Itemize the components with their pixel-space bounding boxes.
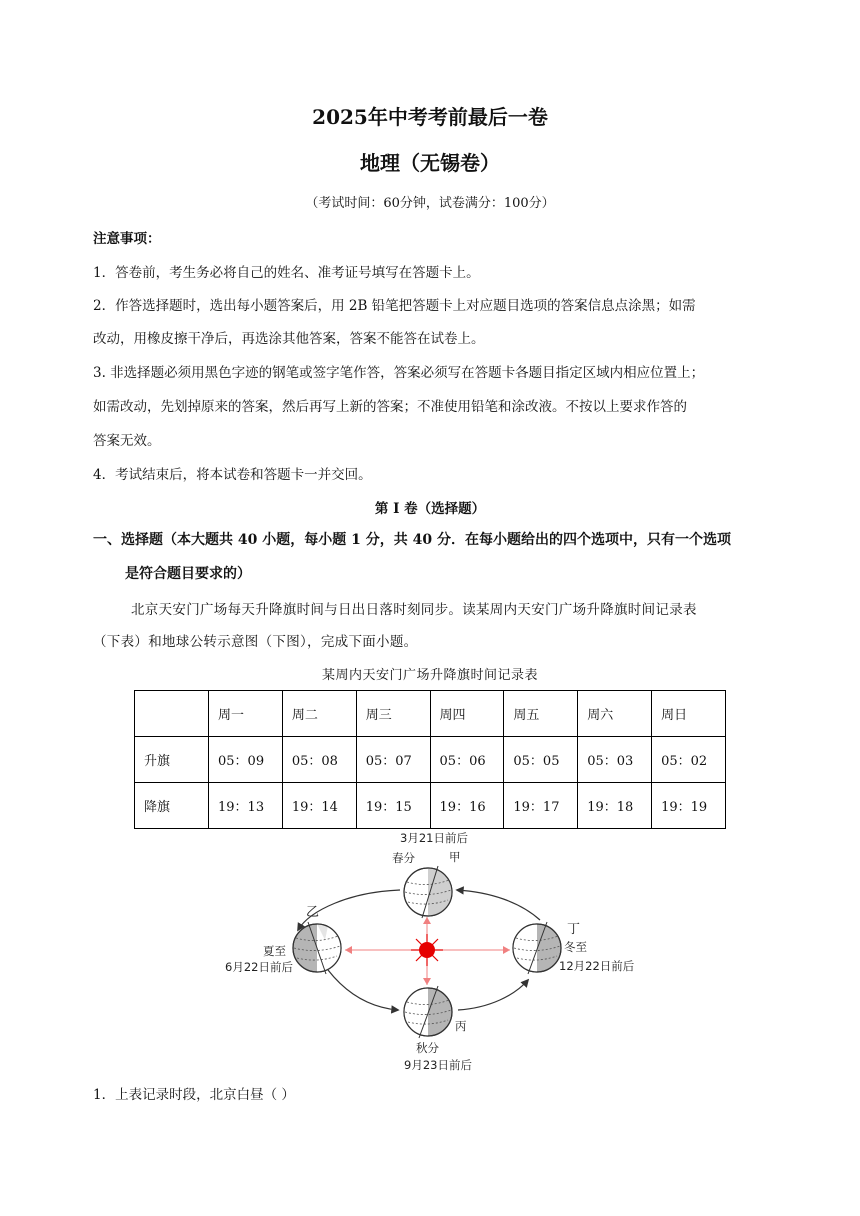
table-header-cell: 周一	[209, 691, 283, 737]
question-heading-line-1: 一、选择题（本大题共 40 小题，每小题 1 分，共 40 分．在每小题给出的四个选项中，只有一个选项	[93, 532, 731, 548]
label-autumn-date: 9月23日前后	[404, 1058, 472, 1072]
label-winter-term: 冬至	[564, 940, 587, 954]
section-title: 第 I 卷（选择题）	[374, 501, 486, 517]
table-cell: 05：05	[504, 737, 578, 783]
table-row	[135, 783, 726, 829]
sun-icon	[411, 934, 443, 966]
intro-line-1: 北京天安门广场每天升降旗时间与日出日落时刻同步。读某周内天安门广场升降旗时间记录表	[131, 602, 697, 618]
label-ding: 丁	[567, 922, 581, 937]
note-1: 1．答卷前，考生务必将自己的姓名、准考证号填写在答题卡上。	[93, 265, 480, 281]
question-1: 1．上表记录时段，北京白昼（ ）	[93, 1087, 295, 1103]
table-cell: 19：18	[578, 783, 652, 829]
table-cell: 降旗	[135, 783, 209, 829]
table-cell: 05：08	[282, 737, 356, 783]
table-cell: 05：09	[209, 737, 283, 783]
note-4: 4．考试结束后，将本试卷和答题卡一并交回。	[93, 467, 372, 483]
label-jia: 甲	[449, 850, 461, 864]
table-header-cell: 周六	[578, 691, 652, 737]
table-cell: 19：19	[652, 783, 726, 829]
orbit-arc-left-bottom	[328, 970, 398, 1010]
earth-icon-winter	[513, 922, 561, 974]
note-3-line-3: 答案无效。	[93, 433, 161, 449]
table-header-cell: 周三	[356, 691, 430, 737]
label-summer-term: 夏至	[263, 944, 286, 958]
label-summer-date: 6月22日前后	[225, 960, 293, 974]
orbit-arc-bottom-right	[458, 980, 528, 1010]
notes-heading: 注意事项：	[93, 231, 161, 247]
intro-line-2: （下表）和地球公转示意图（下图），完成下面小题。	[93, 634, 418, 650]
note-2-line-1: 2．作答选择题时，选出每小题答案后，用 2B 铅笔把答题卡上对应题目选项的答案信息点涂黑；如需	[93, 298, 696, 314]
table-cell: 升旗	[135, 737, 209, 783]
table-header-cell: 周日	[652, 691, 726, 737]
flag-time-table	[134, 690, 726, 829]
earth-icon-summer	[293, 922, 341, 974]
axis-arrow-right	[503, 946, 510, 954]
note-3-line-1: 3. 非选择题必须用黑色字迹的钢笔或签字笔作答，答案必须写在答题卡各题目指定区域内相应位置上；	[93, 365, 705, 381]
label-autumn-term: 秋分	[416, 1041, 439, 1055]
table-caption: 某周内天安门广场升降旗时间记录表	[321, 668, 538, 683]
page-subtitle: 地理（无锡卷）	[360, 151, 500, 175]
table-cell: 19：15	[356, 783, 430, 829]
table-header-cell	[135, 691, 209, 737]
table-cell: 05：06	[430, 737, 504, 783]
table-header-row	[135, 691, 726, 737]
table-cell: 05：07	[356, 737, 430, 783]
earth-revolution-diagram	[210, 830, 650, 1075]
earth-icon-autumn	[404, 986, 452, 1038]
label-winter-date: 12月22日前后	[559, 959, 635, 973]
axis-arrow-left	[345, 946, 352, 954]
table-cell: 19：16	[430, 783, 504, 829]
earth-icon-spring	[404, 866, 452, 918]
table-header-cell: 周二	[282, 691, 356, 737]
table-row	[135, 737, 726, 783]
table-cell: 05：02	[652, 737, 726, 783]
table-header-cell: 周五	[504, 691, 578, 737]
table-cell: 19：14	[282, 783, 356, 829]
page-title: 2025年中考考前最后一卷	[312, 105, 548, 129]
table-cell: 19：17	[504, 783, 578, 829]
table-header-cell: 周四	[430, 691, 504, 737]
axis-arrow-up	[423, 917, 431, 924]
note-3-line-2: 如需改动，先划掉原来的答案，然后再写上新的答案；不准使用铅笔和涂改液。不按以上要求作答的	[93, 399, 687, 415]
axis-arrow-down	[423, 978, 431, 985]
note-2-line-2: 改动，用橡皮擦干净后，再选涂其他答案，答案不能答在试卷上。	[93, 331, 485, 347]
label-spring-date: 3月21日前后	[400, 831, 468, 845]
orbit-arc-right-top	[457, 890, 540, 920]
label-yi: 乙	[306, 905, 320, 920]
question-heading-line-2: 是符合题目要求的）	[125, 566, 251, 582]
exam-info: （考试时间：60分钟，试卷满分：100分）	[305, 196, 555, 211]
table-cell: 05：03	[578, 737, 652, 783]
label-spring-term: 春分	[392, 851, 415, 865]
label-bing: 丙	[455, 1019, 467, 1033]
table-cell: 19：13	[209, 783, 283, 829]
